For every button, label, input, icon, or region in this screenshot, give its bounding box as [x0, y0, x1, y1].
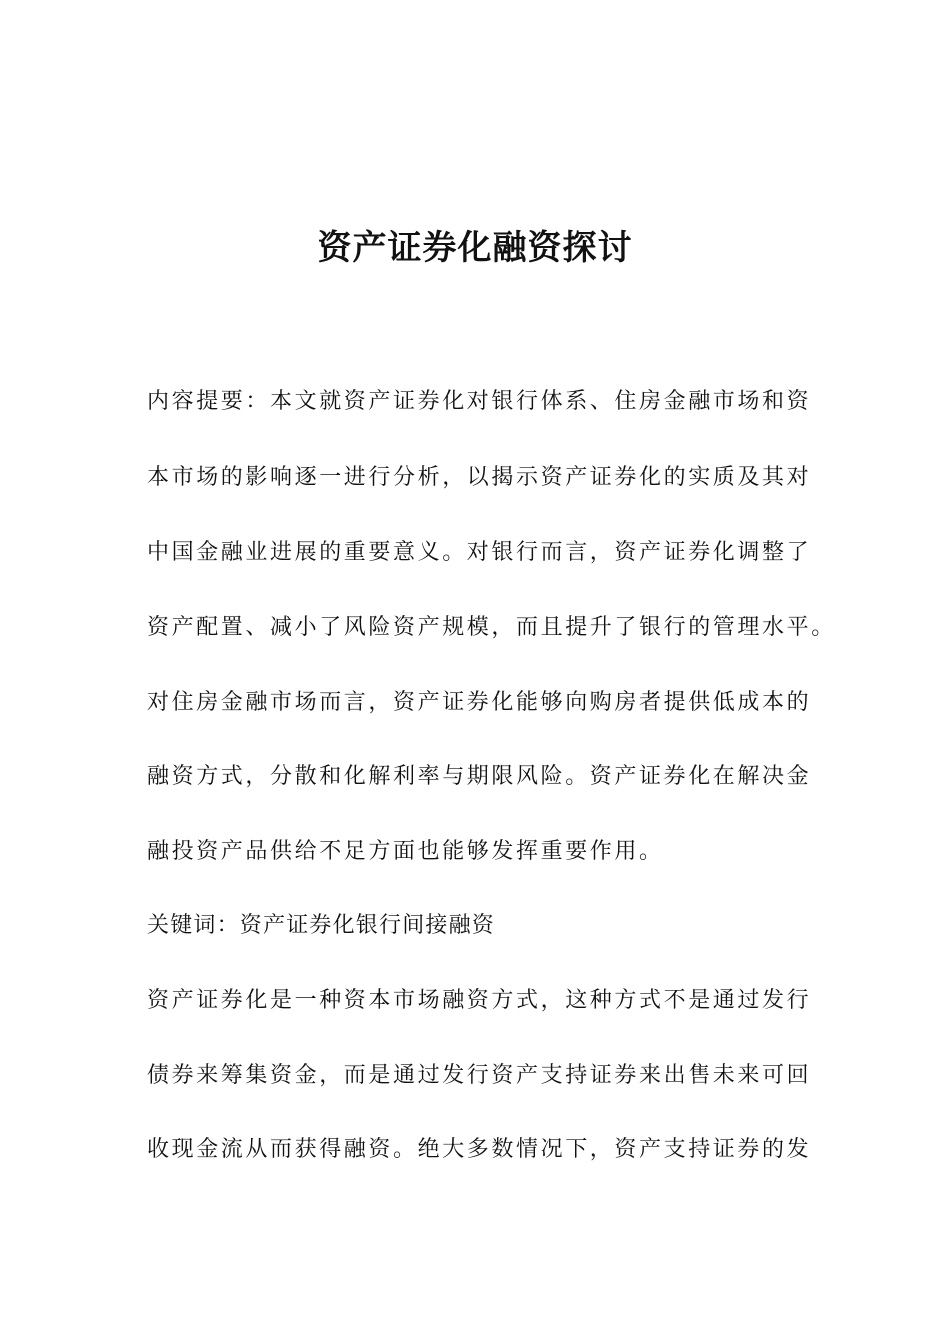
body-line-1: 资产证券化是一种资本市场融资方式，这种方式不是通过发行 [147, 988, 812, 1013]
abstract-line-3: 中国金融业进展的重要意义。对银行而言，资产证券化调整了 [147, 540, 812, 565]
document-title: 资产证券化融资探讨 [317, 228, 633, 268]
keywords-line: 关键词：资产证券化银行间接融资 [147, 913, 496, 938]
abstract-line-2: 本市场的影响逐一进行分析，以揭示资产证券化的实质及其对 [147, 465, 812, 490]
body-line-3: 收现金流从而获得融资。绝大多数情况下，资产支持证券的发 [147, 1137, 812, 1162]
abstract-line-4: 资产配置、减小了风险资产规模，而且提升了银行的管理水平。 [147, 615, 836, 640]
abstract-line-7: 融投资产品供给不足方面也能够发挥重要作用。 [147, 839, 664, 864]
abstract-line-1: 内容提要：本文就资产证券化对银行体系、住房金融市场和资 [147, 389, 812, 414]
abstract-line-5: 对住房金融市场而言，资产证券化能够向购房者提供低成本的 [147, 690, 812, 715]
body-line-2: 债券来筹集资金，而是通过发行资产支持证券来出售未来可回 [147, 1063, 812, 1088]
abstract-line-6: 融资方式，分散和化解利率与期限风险。资产证券化在解决金 [147, 764, 812, 789]
